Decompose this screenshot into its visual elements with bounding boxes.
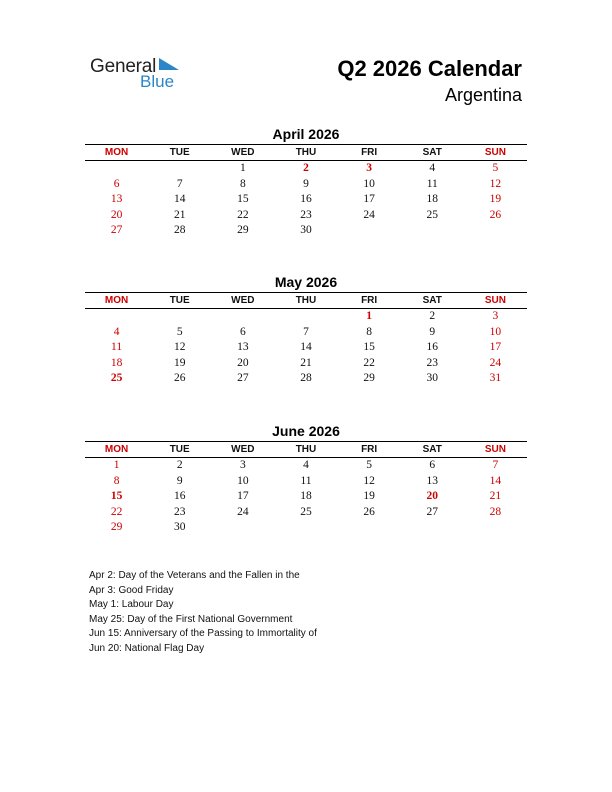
day-cell: 2: [176, 459, 183, 471]
day-cell: 20: [110, 208, 123, 221]
day-cell: 13: [110, 193, 123, 206]
weekday-label: FRI: [361, 147, 378, 158]
day-cell: 21: [173, 208, 186, 221]
week-row: [85, 356, 527, 372]
day-cell: 18: [300, 490, 312, 503]
holiday-item: Jun 15: Anniversary of the Passing to Immortality of: [89, 628, 317, 640]
weekday-label: TUE: [169, 295, 190, 306]
weekday-label: WED: [231, 295, 255, 306]
day-cell: 12: [363, 474, 375, 487]
weekday-label: FRI: [361, 444, 378, 455]
day-cell: 18: [426, 193, 439, 206]
week-row: [85, 458, 527, 474]
day-cell: 25: [110, 372, 123, 385]
day-cell: 15: [110, 490, 123, 503]
day-cell: 29: [110, 521, 123, 534]
day-cell: 24: [363, 208, 375, 221]
weekday-header: [85, 293, 527, 308]
day-cell: 20: [426, 490, 439, 503]
weekday-label: MON: [104, 444, 129, 455]
day-cell: [464, 520, 527, 536]
day-cell: [148, 161, 211, 177]
day-cell: 14: [489, 474, 502, 487]
day-cell: [148, 309, 211, 325]
month-title: April 2026: [272, 126, 340, 142]
day-cell: 27: [237, 372, 249, 385]
day-cell: 20: [237, 356, 249, 369]
day-cell: [211, 309, 274, 325]
day-cell: 30: [300, 224, 312, 237]
week-row: [85, 208, 527, 224]
day-cell: 22: [363, 356, 375, 369]
weekday-label: WED: [231, 147, 255, 158]
day-cell: 26: [489, 208, 502, 221]
month-title: May 2026: [274, 274, 338, 290]
day-cell: 8: [366, 325, 372, 338]
day-cell: 1: [239, 162, 246, 174]
weekday-label: SUN: [484, 147, 506, 158]
day-cell: 16: [426, 341, 439, 354]
day-cell: 5: [366, 459, 372, 471]
day-cell: 31: [489, 372, 502, 385]
day-cell: 9: [303, 177, 309, 190]
day-cell: 3: [239, 459, 246, 471]
week-row: [85, 192, 527, 208]
week-row: [85, 177, 527, 193]
week-row: [85, 520, 527, 536]
day-cell: 2: [429, 310, 436, 322]
weekday-label: SAT: [422, 295, 442, 306]
weekday-header: [85, 145, 527, 160]
holiday-list: [89, 569, 509, 657]
day-cell: 25: [426, 208, 439, 221]
week-row: [85, 161, 527, 177]
day-cell: 22: [237, 208, 249, 221]
weekday-label: THU: [295, 444, 317, 455]
day-cell: 5: [492, 162, 499, 174]
day-cell: 4: [113, 325, 120, 338]
day-cell: 14: [173, 193, 186, 206]
day-cell: 17: [363, 193, 375, 206]
logo-flag-icon: [159, 58, 179, 74]
logo-text-blue: Blue: [140, 72, 175, 91]
day-cell: 4: [303, 459, 309, 471]
day-cell: 27: [110, 224, 123, 237]
day-cell: 4: [429, 162, 436, 174]
weekday-label: FRI: [361, 295, 378, 306]
day-cell: 21: [489, 490, 502, 503]
month-title: June 2026: [272, 423, 340, 439]
week-row: [85, 309, 527, 325]
day-cell: [401, 223, 464, 239]
month-april: [85, 125, 527, 239]
day-cell: 9: [429, 325, 436, 338]
day-cell: 29: [363, 372, 375, 385]
week-row: [85, 505, 527, 521]
day-cell: 15: [237, 193, 249, 206]
day-cell: 23: [300, 208, 312, 221]
day-cell: [338, 520, 401, 536]
day-cell: 11: [111, 341, 123, 354]
weekday-label: SUN: [484, 444, 506, 455]
day-cell: 23: [426, 356, 439, 369]
day-cell: 8: [113, 474, 120, 487]
weekday-label: THU: [295, 295, 317, 306]
day-cell: 5: [176, 325, 183, 338]
day-cell: 22: [110, 505, 123, 518]
day-cell: 3: [366, 162, 372, 174]
day-cell: 11: [300, 474, 312, 487]
day-cell: 13: [237, 341, 249, 354]
day-cell: 2: [303, 162, 309, 174]
weekday-label: MON: [104, 147, 129, 158]
day-cell: [211, 520, 274, 536]
month-june: [85, 422, 527, 536]
weekday-label: MON: [104, 295, 129, 306]
day-cell: 28: [300, 372, 312, 385]
generalblue-logo: [90, 56, 190, 96]
day-cell: 6: [113, 177, 120, 190]
month-may: [85, 273, 527, 387]
day-cell: 25: [300, 505, 312, 518]
holiday-item: May 25: Day of the First National Government: [89, 613, 293, 625]
day-cell: 16: [300, 193, 312, 206]
day-cell: 1: [113, 459, 120, 471]
day-cell: 3: [492, 310, 499, 322]
holiday-item: Apr 2: Day of the Veterans and the Fallen in the: [89, 570, 300, 581]
day-cell: 10: [237, 474, 249, 487]
week-row: [85, 325, 527, 341]
day-cell: 15: [363, 341, 375, 354]
day-cell: 27: [426, 505, 439, 518]
day-cell: 24: [237, 505, 249, 518]
day-cell: 10: [363, 177, 375, 190]
day-cell: [85, 161, 148, 177]
day-cell: 6: [239, 325, 246, 338]
day-cell: 30: [426, 372, 439, 385]
day-cell: 24: [489, 356, 502, 369]
day-cell: 7: [176, 177, 183, 190]
weekday-label: SAT: [422, 444, 442, 455]
day-cell: 14: [300, 341, 312, 354]
day-cell: 16: [173, 490, 186, 503]
page-subtitle: Argentina: [444, 85, 522, 105]
day-cell: 19: [363, 490, 375, 503]
page-title: Q2 2026 Calendar: [337, 56, 522, 81]
day-cell: [274, 309, 337, 325]
day-cell: 28: [173, 224, 186, 237]
day-cell: [274, 520, 337, 536]
day-cell: 26: [173, 372, 186, 385]
weekday-header: [85, 442, 527, 457]
day-cell: 12: [173, 341, 186, 354]
day-cell: 19: [489, 193, 502, 206]
day-cell: 13: [426, 474, 439, 487]
holiday-item: Apr 3: Good Friday: [89, 584, 174, 596]
day-cell: 17: [489, 341, 502, 354]
day-cell: 23: [173, 505, 186, 518]
weekday-label: TUE: [169, 147, 190, 158]
day-cell: 28: [489, 505, 502, 518]
week-row: [85, 474, 527, 490]
week-row: [85, 223, 527, 239]
weekday-label: THU: [295, 147, 317, 158]
day-cell: 26: [363, 505, 375, 518]
day-cell: 29: [237, 224, 249, 237]
day-cell: 7: [303, 325, 309, 338]
day-cell: 10: [489, 325, 502, 338]
day-cell: 17: [237, 490, 249, 503]
day-cell: [338, 223, 401, 239]
day-cell: 1: [366, 310, 372, 322]
weekday-label: WED: [231, 444, 255, 455]
day-cell: 9: [176, 474, 183, 487]
day-cell: 6: [429, 459, 436, 471]
day-cell: [401, 520, 464, 536]
day-cell: 21: [300, 356, 312, 369]
day-cell: 11: [426, 177, 438, 190]
weekday-label: SAT: [422, 147, 442, 158]
week-row: [85, 340, 527, 356]
weekday-label: SUN: [484, 295, 506, 306]
logo-text-general: General: [90, 56, 157, 77]
week-row: [85, 489, 527, 505]
weekday-label: TUE: [169, 444, 190, 455]
day-cell: [464, 223, 527, 239]
day-cell: 12: [489, 177, 502, 190]
holiday-item: May 1: Labour Day: [89, 599, 174, 611]
day-cell: 8: [239, 177, 246, 190]
day-cell: 19: [173, 356, 186, 369]
holiday-item: Jun 20: National Flag Day: [89, 642, 205, 654]
day-cell: 18: [110, 356, 123, 369]
day-cell: 7: [492, 459, 499, 471]
day-cell: 30: [173, 521, 186, 534]
day-cell: [85, 309, 148, 325]
week-row: [85, 371, 527, 387]
